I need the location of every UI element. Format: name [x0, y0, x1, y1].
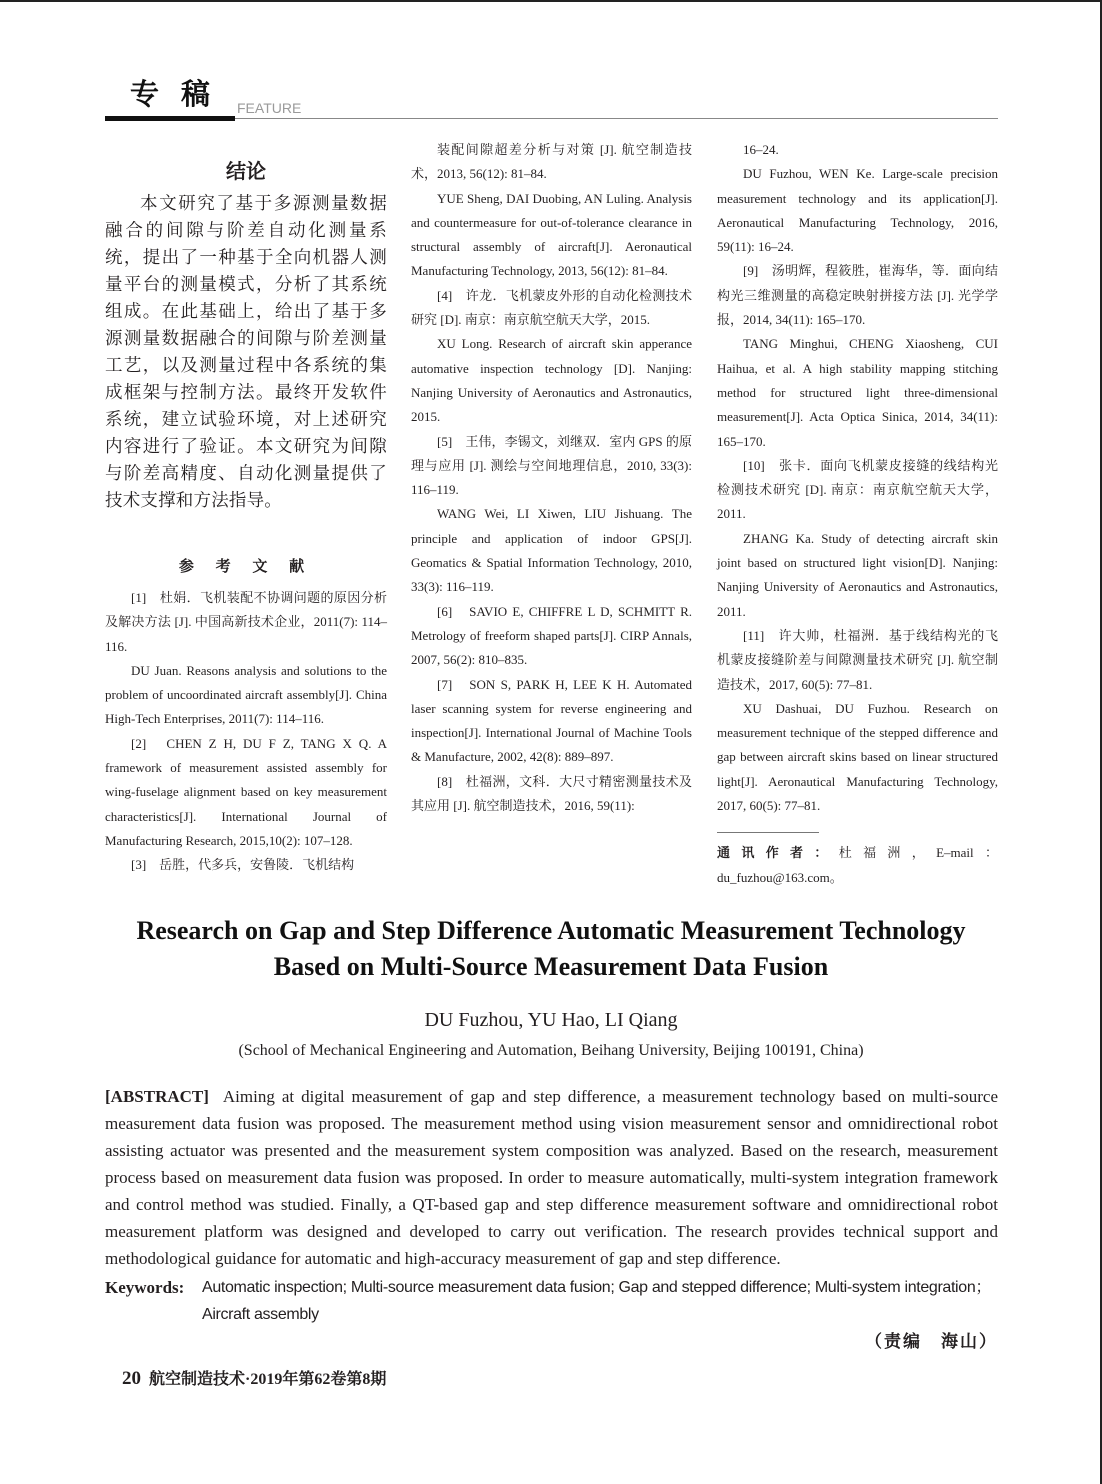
contact-text: 杜福洲，E–mail：du_fuzhou@163.com。	[717, 845, 998, 885]
conclusion-heading: 结论	[226, 159, 266, 183]
page-number: 20	[122, 1368, 141, 1389]
references-list-col1	[105, 586, 387, 878]
reference-entry: [5] 王伟，李锡文，刘继双．室内 GPS 的原理与应用 [J]. 测绘与空间地理信息，2010, 33(3): 116–119.	[411, 433, 692, 498]
reference-entry: XU Dashuai, DU Fuzhou. Research on measurement technique of the stepped difference and gap between aircraft skins based on linear structured light[J]. Aeronautical Manufacturing Technology, 2017, 60(5): 77–81.	[717, 700, 998, 814]
reference-entry: YUE Sheng, DAI Duobing, AN Luling. Analysis and countermeasure for out-of-tolerance clearance in structural assembly of aircraft[J]. Aeronautical Manufacturing Technology, 2013, 56(12): 81–84.	[411, 190, 692, 279]
reference-entry: 16–24.	[743, 142, 779, 157]
reference-entry: [6] SAVIO E, CHIFFRE L D, SCHMITT R. Metrology of freeform shaped parts[J]. CIRP Annals, 2007, 56(2): 810–835.	[411, 603, 692, 668]
reference-entry: [10] 张卡．面向飞机蒙皮接缝的线结构光检测技术研究 [D]. 南京：南京航空航天大学，2011.	[717, 457, 998, 522]
reference-entry: [7] SON S, PARK H, LEE K H. Automated laser scanning system for reverse engineering and inspection[J]. International Journal of Machine Tools & Manufacture, 2002, 42(8): 889–897.	[411, 676, 692, 765]
reference-entry: TANG Minghui, CHENG Xiaosheng, CUI Haihua, et al. A high stability mapping stitching method for structured light three-dimensional measurement[J]. Acta Optica Sinica, 2014, 34(11): 165–170.	[717, 336, 998, 449]
reference-entry: [3] 岳胜，代多兵，安鲁陵．飞机结构	[131, 857, 355, 873]
column-1	[105, 138, 387, 878]
reference-entry: [4] 许龙．飞机蒙皮外形的自动化检测技术研究 [D]. 南京：南京航空航天大学，2015.	[411, 287, 692, 328]
reference-entry: DU Fuzhou, WEN Ke. Large-scale precision measurement technology and its application[J]. Aeronautical Manufacturing Technology, 2016, 59(11): 16–24.	[717, 166, 998, 255]
reference-entry: WANG Wei, LI Xiwen, LIU Jishuang. The principle and application of indoor GPS[J]. Geomatics & Spatial Information Technology, 2010, 33(3): 116–119.	[411, 506, 692, 595]
reference-entry: DU Juan. Reasons analysis and solutions to the problem of uncoordinated aircraft assembly[J]. China High-Tech Enterprises, 2011(7): 114–116.	[105, 662, 387, 727]
section-title-en: FEATURE	[237, 100, 302, 116]
abstract-text: Aiming at digital measurement of gap and step difference, a measurement technology based on multi-source measurement data fusion was proposed. The measurement method using vision measurement sensor and omnidirectional robot assisting actuator was presented and the measurement system composition was analyzed. Based on the research, measurement process based on measurement data fusion was proposed. In order to measure automatically, multi-system integration framework and control method was studied. Finally, a QT-based gap and step difference measurement software and omnidirectional robot measurement platform was designed and developed to carry out verification. The research provides technical support and methodological guidance for automatic and high-accuracy measurement of gap and step difference.	[105, 1087, 998, 1268]
section-title-zh: 专稿	[130, 77, 233, 111]
editor-note: （责编 海山）	[865, 1332, 998, 1351]
english-abstract	[105, 1083, 998, 1272]
column-3	[717, 138, 998, 890]
english-title	[60, 913, 1042, 985]
conclusion-text: 本文研究了基于多源测量数据融合的间隙与阶差自动化测量系统，提出了一种基于全向机器人测量平台的测量模式，分析了其系统组成。在此基础上，给出了基于多源测量数据融合的间隙与阶差测量工艺，以及测量过程中各系统的集成框架与控制方法。最终开发软件系统，建立试验环境，对上述研究内容进行了验证。本文研究为间隙与阶差高精度、自动化测量提供了技术支撑和方法指导。	[105, 193, 387, 510]
header-divider	[235, 118, 998, 119]
english-authors: DU Fuzhou, YU Hao, LI Qiang	[424, 1009, 678, 1031]
journal-info: 航空制造技术·2019年第62卷第8期	[149, 1371, 387, 1388]
column-2	[411, 138, 692, 818]
corresponding-author	[717, 841, 998, 890]
header-bar	[105, 116, 235, 121]
reference-entry: XU Long. Research of aircraft skin apperance automative inspection technology [D]. Nanjing: Nanjing University of Aeronautics and Astronautics, 2015.	[411, 336, 692, 425]
keywords-text: Automatic inspection; Multi-source measurement data fusion; Gap and stepped difference; Multi-system integration；Aircraft assembly	[202, 1279, 992, 1323]
reference-entry: [2] CHEN Z H, DU F Z, TANG X Q. A framework of measurement assisted assembly for wing-fuselage alignment based on key measurement characteristics[J]. International Journal of Manufacturing Research, 2015,10(2): 107–128.	[105, 735, 387, 848]
contact-divider	[717, 832, 819, 833]
contact-label: 通讯作者：	[717, 845, 839, 861]
keywords-label: Keywords:	[105, 1278, 185, 1297]
english-title-line-2: Based on Multi-Source Measurement Data Fusion	[273, 952, 829, 981]
english-affiliation: (School of Mechanical Engineering and Automation, Beihang University, Beijing 100191, China)	[238, 1042, 864, 1059]
reference-entry: [1] 杜娟．飞机装配不协调问题的原因分析及解决方法 [J]. 中国高新技术企业，2011(7): 114–116.	[105, 590, 387, 654]
references-list-col3	[717, 138, 998, 818]
reference-entry: [9] 汤明辉，程筱胜，崔海华，等．面向结构光三维测量的高稳定映射拼接方法 [J]. 光学学报，2014, 34(11): 165–170.	[717, 263, 998, 328]
references-list-col2	[411, 138, 692, 818]
top-border-line	[0, 0, 1102, 2]
page-footer	[122, 1366, 386, 1390]
reference-entry: ZHANG Ka. Study of detecting aircraft skin joint based on structured light vision[D]. Nanjing: Nanjing University of Aeronautics and Astronautics, 2011.	[717, 530, 998, 619]
reference-entry: [11] 许大帅，杜福洲．基于线结构光的飞机蒙皮接缝阶差与间隙测量技术研究 [J]. 航空制造技术，2017, 60(5): 77–81.	[717, 627, 998, 692]
reference-entry: 装配间隙超差分析与对策 [J]. 航空制造技术，2013, 56(12): 81–84.	[411, 142, 692, 182]
references-heading: 参 考 文 献	[178, 559, 314, 575]
abstract-label: [ABSTRACT]	[105, 1087, 209, 1106]
english-title-line-1: Research on Gap and Step Difference Automatic Measurement Technology	[136, 916, 966, 945]
reference-entry: [8] 杜福洲，文科．大尺寸精密测量技术及其应用 [J]. 航空制造技术，2016, 59(11):	[411, 773, 692, 814]
